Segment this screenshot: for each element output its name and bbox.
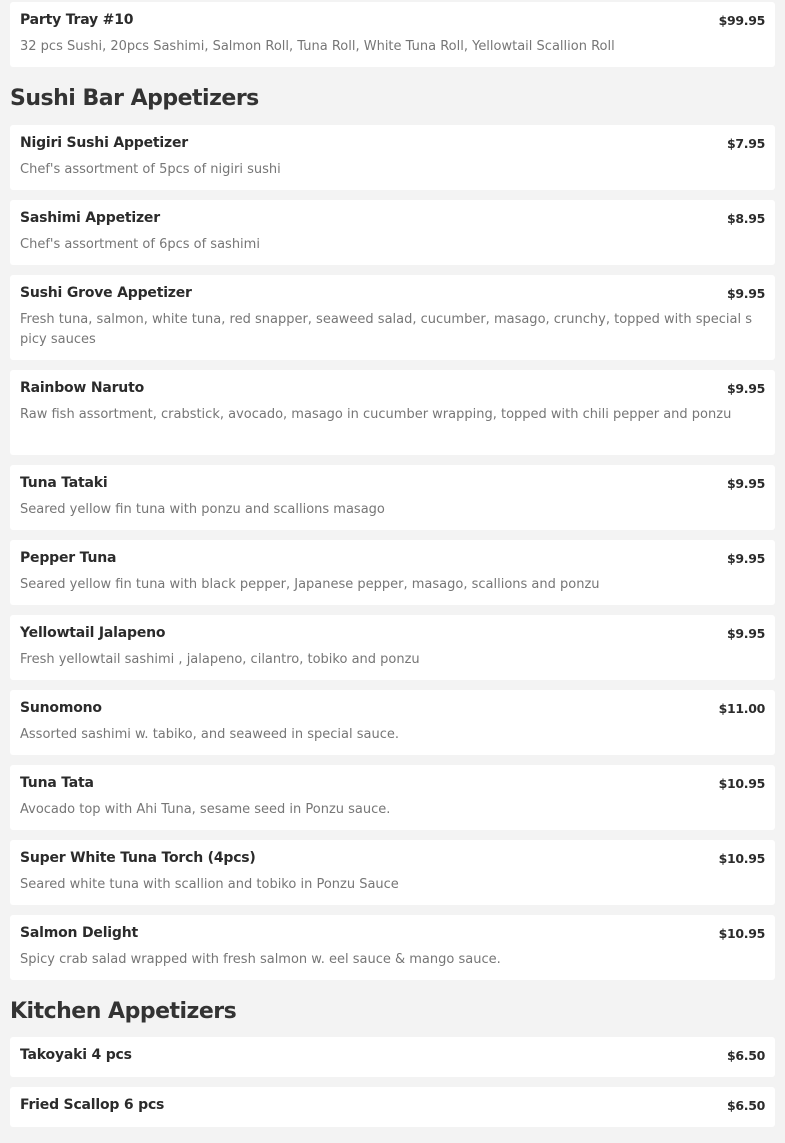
menu-item-card[interactable] [10,200,775,265]
item-price: $6.50 [726,1048,765,1063]
menu-item-card[interactable] [10,1037,775,1077]
item-name: Nigiri Sushi Appetizer [20,135,188,151]
menu-item-card[interactable] [10,370,775,455]
menu-item-card[interactable] [10,275,775,360]
item-description: Fresh tuna, salmon, white tuna, red snapper, seaweed salad, cucumber, masago, crunchy, topped with special spicy sauces [20,312,753,347]
menu-item-card[interactable] [10,690,775,755]
item-description: Spicy crab salad wrapped with fresh salmon w. eel sauce & mango sauce. [20,952,501,967]
item-name: Pepper Tuna [20,550,117,566]
item-name: Super White Tuna Torch (4pcs) [20,850,256,866]
menu-item-card[interactable] [10,2,775,67]
menu-item-card[interactable] [10,615,775,680]
item-price: $10.95 [718,851,765,866]
menu-item-card[interactable] [10,465,775,530]
item-price: $7.95 [726,136,765,151]
item-price: $11.00 [718,701,765,716]
item-description: Chef's assortment of 5pcs of nigiri sushi [20,162,281,177]
item-price: $99.95 [718,13,765,28]
item-name: Rainbow Naruto [20,380,144,396]
item-price: $6.50 [726,1098,765,1113]
item-description: Chef's assortment of 6pcs of sashimi [20,237,260,252]
item-name: Party Tray #10 [20,12,134,28]
item-description: Assorted sashimi w. tabiko, and seaweed in special sauce. [20,727,399,742]
item-name: Tuna Tataki [20,475,108,491]
item-price: $9.95 [726,381,765,396]
item-name: Takoyaki 4 pcs [20,1047,132,1063]
item-name: Sashimi Appetizer [20,210,160,226]
item-name: Sushi Grove Appetizer [20,285,192,301]
item-name: Tuna Tata [20,775,94,791]
item-description: Avocado top with Ahi Tuna, sesame seed in Ponzu sauce. [20,802,391,817]
item-description: Raw fish assortment, crabstick, avocado, masago in cucumber wrapping, topped with chili pepper and ponzu [20,407,732,422]
menu-item-card[interactable] [10,1087,775,1127]
item-price: $8.95 [726,211,765,226]
item-description: Seared yellow fin tuna with ponzu and scallions masago [20,502,385,517]
item-name: Fried Scallop 6 pcs [20,1097,165,1113]
item-description: Seared white tuna with scallion and tobiko in Ponzu Sauce [20,877,399,892]
menu-item-card[interactable] [10,840,775,905]
item-name: Yellowtail Jalapeno [20,625,166,641]
item-description: Fresh yellowtail sashimi , jalapeno, cilantro, tobiko and ponzu [20,652,420,667]
item-name: Salmon Delight [20,925,138,941]
menu-item-card[interactable] [10,915,775,980]
item-price: $9.95 [726,626,765,641]
menu-item-card[interactable] [10,765,775,830]
item-description: Seared yellow fin tuna with black pepper, Japanese pepper, masago, scallions and ponzu [20,577,600,592]
item-price: $9.95 [726,286,765,301]
item-description: 32 pcs Sushi, 20pcs Sashimi, Salmon Roll, Tuna Roll, White Tuna Roll, Yellowtail Scallion Roll [20,39,615,54]
section-title-kitchen-appetizers: Kitchen Appetizers [10,999,237,1024]
item-price: $10.95 [718,776,765,791]
menu-item-card[interactable] [10,540,775,605]
item-price: $10.95 [718,926,765,941]
item-price: $9.95 [726,476,765,491]
section-title-sushi-bar-appetizers: Sushi Bar Appetizers [10,86,259,111]
item-price: $9.95 [726,551,765,566]
item-name: Sunomono [20,700,102,716]
menu-item-card[interactable] [10,125,775,190]
